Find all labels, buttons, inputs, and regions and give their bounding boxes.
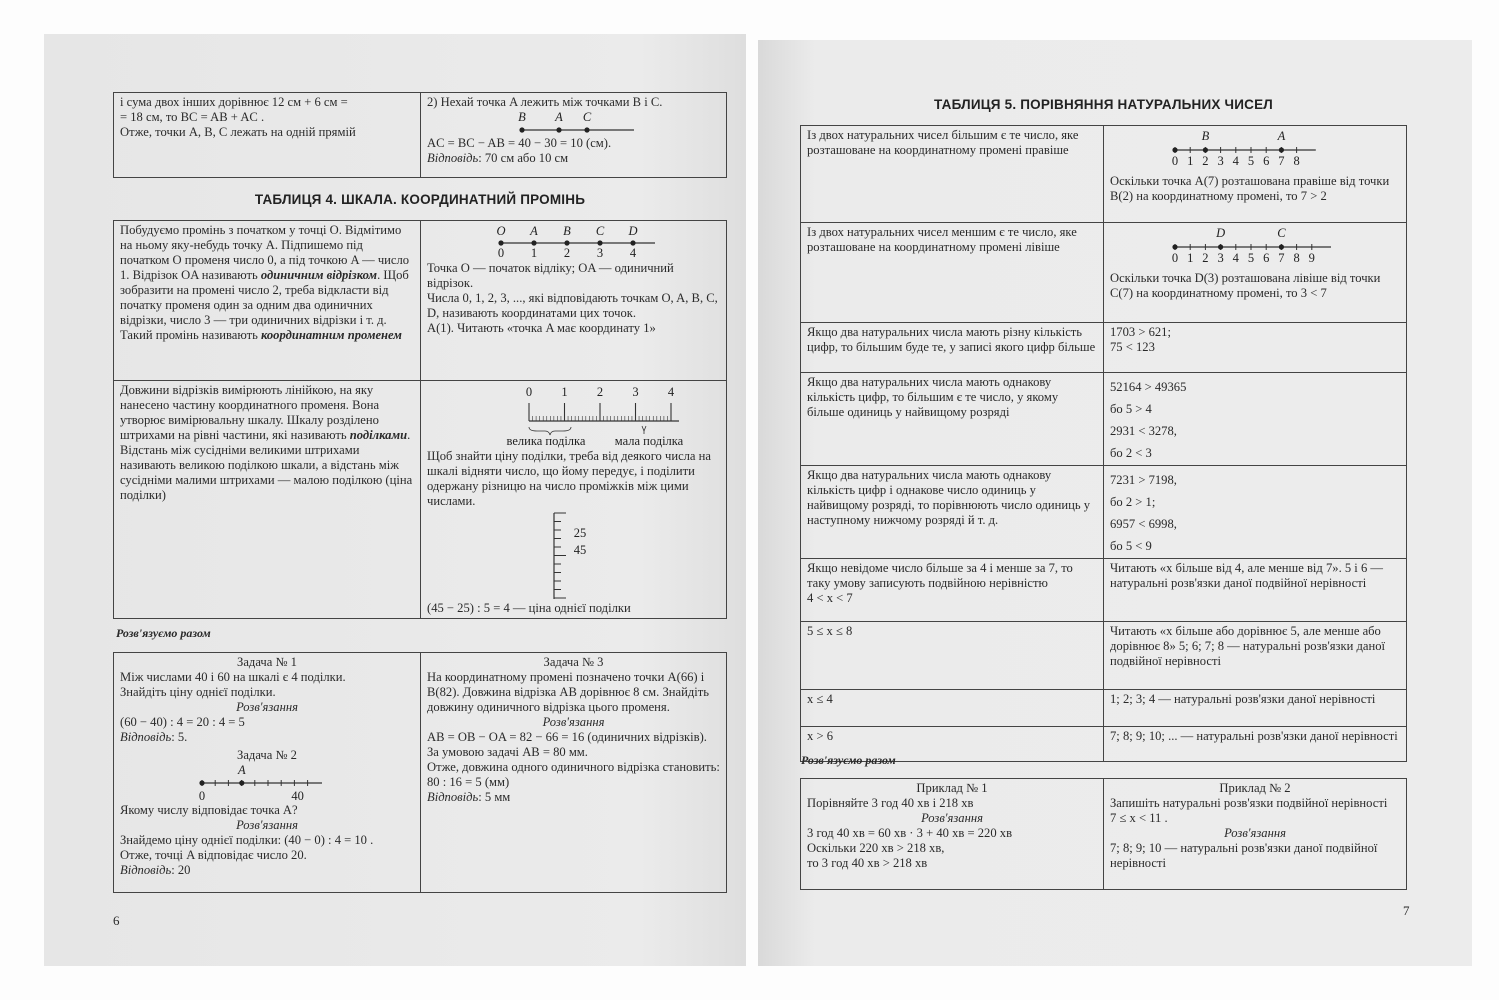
r1-left-text xyxy=(120,223,414,343)
comparison-line: 75 < 123 xyxy=(1110,340,1155,354)
point-label: A xyxy=(529,224,538,238)
coordinate-label: 4 xyxy=(629,246,636,260)
point xyxy=(1279,244,1284,249)
tick-label: 7 xyxy=(1278,154,1285,168)
coordinate-label: 2 xyxy=(563,246,570,260)
text: На координатному промені позначено точки A(66) і B(82). Довжина відрізка AB дорівнює 8 см. Знайдіть довжину одиничного відрізка цього променя. xyxy=(427,670,709,714)
point-label: A xyxy=(1277,129,1286,143)
rule-cell xyxy=(801,373,1104,466)
rule-cell xyxy=(801,559,1104,622)
text: 7; 8; 9; 10 — натуральні розв'язки даної подвійної нерівності xyxy=(1110,841,1378,870)
point xyxy=(1279,147,1284,152)
vertical-scale xyxy=(534,509,614,601)
example-title: Приклад № 2 xyxy=(1219,781,1291,795)
table4-title: ТАБЛИЦЯ 4. ШКАЛА. КООРДИНАТНИЙ ПРОМІНЬ xyxy=(254,192,586,207)
coordinate-ray-oabcd xyxy=(489,223,659,261)
scale-label: 25 xyxy=(573,526,586,540)
text-line: A(1). Читають «точка A має координату 1» xyxy=(427,321,656,335)
rule-text: x ≤ 4 xyxy=(807,692,833,706)
text-line: Числа 0, 1, 2, 3, ..., які відповідають точкам O, A, B, C, D, називають координатами цих точок. xyxy=(427,291,718,320)
text: . xyxy=(407,428,411,442)
text-line: = 18 см, то BC = AB + AC . xyxy=(120,110,265,124)
tick-label: 6 xyxy=(1263,154,1270,168)
explanation: 1; 2; 3; 4 — натуральні розв'язки даної нерівності xyxy=(1110,692,1376,706)
example-cell xyxy=(1104,622,1407,690)
text-line: Отже, точці A відповідає число 20. xyxy=(120,848,307,862)
origin-point xyxy=(1172,147,1177,152)
answer-value: : 5. xyxy=(171,730,188,744)
equation: AC = BC − AB = 40 − 30 = 10 (см). xyxy=(427,136,612,150)
comparison-line: бо 2 < 3 xyxy=(1110,446,1152,460)
scale-number: 4 xyxy=(667,385,674,399)
table-row xyxy=(801,223,1407,323)
rule-text: Із двох натуральних чисел меншим є те число, яке розташоване на координатному промені лівіше xyxy=(807,225,1077,254)
rule-text: Із двох натуральних чисел більшим є те число, яке розташоване на координатному промені правіше xyxy=(807,128,1079,157)
tick-label: 5 xyxy=(1247,154,1255,168)
origin-point xyxy=(199,780,204,785)
tick-label: 3 xyxy=(1217,251,1224,265)
text: Побудуємо промінь з початком у точці O. Відмітимо на ньому яку-небудь точку A. Підпишемо під початком O променя число 0, а під точкою A — число 1. Відрізок OA називають xyxy=(120,223,410,282)
comparison-line: бо 2 > 1; xyxy=(1110,495,1156,509)
tick-label: 4 xyxy=(1232,251,1239,265)
solution-label: Розв'язання xyxy=(1224,826,1286,840)
table-row xyxy=(801,323,1407,373)
coordinate-label: 1 xyxy=(530,246,537,260)
table-row xyxy=(801,466,1407,559)
scale-number: 1 xyxy=(560,385,568,399)
text: Відстань між сусідніми великими штрихами називають великою поділкою шкали, а відстань між сусідніми малими штрихами — малою поділкою (ціна поділки) xyxy=(120,443,413,502)
coordinate-label: 0 xyxy=(497,246,504,260)
scale-label: 45 xyxy=(573,543,586,557)
tick-label: 4 xyxy=(1232,154,1239,168)
tick-label: 40 xyxy=(291,789,304,803)
table-row xyxy=(801,622,1407,690)
comparison-line: бо 5 > 4 xyxy=(1110,402,1152,416)
rule-text: Якщо два натуральних числа мають різну кількість цифр, то більшим буде те, у записі якого цифр більше xyxy=(807,325,1096,354)
explanation: Читають «x більше від 4, але менше від 7». 5 і 6 — натуральні розв'язки даної подвійної нерівності xyxy=(1110,561,1383,590)
rule-text: Якщо два натуральних числа мають однакову кількість цифр і однакове число одиниць у найвищому розряді, то порівнюють число одиниць у наступному нижчому розряді й т. д. xyxy=(807,468,1091,527)
text-line: і сума двох інших дорівнює 12 см + 6 см = xyxy=(120,95,348,109)
text-line: то 3 год 40 хв > 218 хв xyxy=(807,856,928,870)
task-title: Задача № 2 xyxy=(237,748,297,762)
examples-table xyxy=(800,778,1407,890)
table-row xyxy=(801,690,1407,727)
example-cell xyxy=(1104,373,1407,466)
text-line: Отже, довжина одного одиничного відрізка становить: xyxy=(427,760,720,774)
rule-cell xyxy=(801,690,1104,727)
text-line: Знайдіть ціну однієї поділки. xyxy=(120,685,276,699)
tasks-table xyxy=(113,652,727,893)
table5-title: ТАБЛИЦЯ 5. ПОРІВНЯННЯ НАТУРАЛЬНИХ ЧИСЕЛ xyxy=(934,97,1273,112)
point-label: C xyxy=(1277,226,1286,240)
tick-label: 8 xyxy=(1293,251,1300,265)
answer-value: : 20 xyxy=(171,863,191,877)
small-division-label: мала поділка xyxy=(614,434,683,448)
text-line: Між числами 40 і 60 на шкалі є 4 поділки. xyxy=(120,670,346,684)
tick-label: 1 xyxy=(1187,154,1194,168)
inequality: 4 < x < 7 xyxy=(807,591,853,605)
answer-value: : 5 мм xyxy=(478,790,511,804)
point-label: C xyxy=(582,110,591,124)
scale-number: 2 xyxy=(596,385,603,399)
tick-label: 1 xyxy=(1187,251,1194,265)
point xyxy=(1203,147,1208,152)
measuring-scale xyxy=(454,383,694,449)
point-label: A xyxy=(554,110,563,124)
rule-text: Якщо два натуральних числа мають однакову кількість цифр, то більшим є те число, у якому більше одиниць у найвищому розряді xyxy=(807,375,1059,419)
table5 xyxy=(800,125,1407,762)
tick-label: 0 xyxy=(1171,154,1179,168)
text: . Щоб зобразити на промені число 2, треба відкласти від початку променя один за одним два одиничних відрізки, число 3 — три одиничних відрізки і т. д. Такий промінь називають xyxy=(120,268,409,342)
text-line: Знайдемо ціну однієї поділки: (40 − 0) : 4 = 10 . xyxy=(120,833,374,847)
comparison-line: 7231 > 7198, xyxy=(1110,473,1177,487)
example-cell xyxy=(1104,126,1407,223)
formula: (45 − 25) : 5 = 4 — ціна однієї поділки xyxy=(427,601,631,615)
rule-text: 5 ≤ x ≤ 8 xyxy=(807,624,853,638)
text-line: 3 год 40 хв = 60 хв · 3 + 40 хв = 220 хв xyxy=(807,826,1013,840)
point-label: C xyxy=(595,224,604,238)
point-label: B xyxy=(1201,129,1210,143)
explanation: 7; 8; 9; 10; ... — натуральні розв'язки даної нерівності xyxy=(1110,729,1398,743)
text-line: Оскільки 220 хв > 218 хв, xyxy=(807,841,945,855)
comparison-line: 2931 < 3278, xyxy=(1110,424,1177,438)
task-title: Задача № 3 xyxy=(543,655,604,669)
tick-label: 3 xyxy=(1217,154,1224,168)
answer-label: Відповідь xyxy=(120,863,172,877)
comparison-line: 52164 > 49365 xyxy=(1110,380,1187,394)
answer xyxy=(427,790,720,805)
tick-label: 8 xyxy=(1293,154,1300,168)
tick-label: 7 xyxy=(1278,251,1285,265)
solution-label: Розв'язання xyxy=(236,818,298,832)
point-label: D xyxy=(627,224,638,238)
coordinate-ray xyxy=(1165,128,1345,168)
tick-label: 0 xyxy=(1171,251,1179,265)
example-cell xyxy=(1104,559,1407,622)
tick-label: 0 xyxy=(198,789,206,803)
rule-cell xyxy=(801,622,1104,690)
text: Порівняйте 3 год 40 хв і 218 хв xyxy=(807,796,974,810)
comparison-line: 6957 < 6998, xyxy=(1110,517,1177,531)
tick-label: 5 xyxy=(1247,251,1255,265)
point-label: B xyxy=(517,110,526,124)
example-cell xyxy=(1104,223,1407,323)
term: одиничним відрізком xyxy=(260,268,378,282)
table-row xyxy=(801,126,1407,223)
text-line: 2) Нехай точка A лежить між точками B і C. xyxy=(427,95,663,109)
point-label: O xyxy=(495,224,506,238)
coordinate-label: 3 xyxy=(596,246,603,260)
table-row xyxy=(801,559,1407,622)
equation: (60 − 40) : 4 = 20 : 4 = 5 xyxy=(120,715,245,729)
point xyxy=(630,240,635,245)
point xyxy=(564,240,569,245)
number-line-task2 xyxy=(120,763,420,803)
scale-number: 3 xyxy=(631,385,639,399)
point xyxy=(531,240,536,245)
text-line: Точка O — початок відліку; OA — одиничний відрізок. xyxy=(427,261,674,290)
comparison-line: бо 5 < 9 xyxy=(1110,539,1152,553)
example-title: Приклад № 1 xyxy=(916,781,988,795)
answer-label: Відповідь xyxy=(427,151,479,165)
coordinate-ray xyxy=(1165,225,1345,265)
table-row xyxy=(801,373,1407,466)
r2-left-text xyxy=(120,383,414,443)
point xyxy=(498,240,503,245)
answer xyxy=(120,863,414,878)
explanation: Оскільки точка D(3) розташована лівіше від точки C(7) на координатному промені, то 3 < 7 xyxy=(1110,271,1381,300)
answer-label: Відповідь xyxy=(427,790,479,804)
table4 xyxy=(113,220,727,619)
point-label: D xyxy=(1216,226,1226,240)
solution-label: Розв'язання xyxy=(542,715,605,729)
table3-continuation xyxy=(113,92,727,178)
term: координатним променем xyxy=(260,328,402,342)
big-division-label: велика поділка xyxy=(506,434,585,448)
explanation: Оскільки точка A(7) розташована правіше від точки B(2) на координатному промені, то 7 > 2 xyxy=(1110,174,1390,203)
rule-text: Якщо невідоме число більше за 4 і менше за 7, то таку умову записують подвійною нерівністю xyxy=(807,561,1073,590)
page-number: 7 xyxy=(1403,903,1410,918)
text: Щоб знайти ціну поділки, треба від деякого числа на шкалі відняти число, що йому передує, і поділити одержану різницю на число проміжків між цими числами. xyxy=(427,449,712,508)
solve-together-heading: Розв'язуємо разом xyxy=(801,753,896,767)
text-line: Отже, точки A, B, C лежать на одній прямій xyxy=(120,125,356,139)
explanation: Читають «x більше або дорівнює 5, але менше або дорівнює 8» 5; 6; 7; 8 — натуральні розв'язки даної подвійної нерівності xyxy=(1110,624,1386,668)
solution-label: Розв'язання xyxy=(921,811,983,825)
rule-text: x > 6 xyxy=(807,729,833,743)
solve-together-heading: Розв'язуємо разом xyxy=(116,626,211,640)
task-title: Задача № 1 xyxy=(237,655,297,669)
scale-number: 0 xyxy=(525,385,532,399)
rule-cell xyxy=(801,323,1104,373)
text-line: За умовою задачі AB = 80 мм. xyxy=(427,745,588,759)
example-cell xyxy=(1104,727,1407,762)
tick-label: 9 xyxy=(1308,251,1315,265)
page-number: 6 xyxy=(113,913,120,928)
comparison-line: 1703 > 621; xyxy=(1110,325,1171,339)
point-a xyxy=(239,780,244,785)
answer-label: Відповідь xyxy=(120,730,172,744)
example-cell xyxy=(1104,466,1407,559)
point-label: A xyxy=(237,763,246,777)
example-cell xyxy=(1104,690,1407,727)
question: Якому числу відповідає точка A? xyxy=(120,803,298,817)
tick-label: 2 xyxy=(1202,251,1209,265)
small-division-pointer xyxy=(642,426,646,434)
text-line: 80 : 16 = 5 (мм) xyxy=(427,775,510,789)
point xyxy=(1218,244,1223,249)
text-line: AB = OB − OA = 82 − 66 = 16 (одиничних відрізків). xyxy=(427,730,707,744)
number-line-bac xyxy=(504,110,644,136)
answer-value: : 70 см або 10 см xyxy=(478,151,569,165)
rule-cell xyxy=(801,466,1104,559)
tick-label: 2 xyxy=(1202,154,1209,168)
origin-point xyxy=(1172,244,1177,249)
text: Довжини відрізків вимірюють лінійкою, на яку нанесено частину координатного променя. Вона утворює вимірювальну шкалу. Шкалу розділено штрихами на рівні частини, які називають xyxy=(120,383,380,442)
point xyxy=(597,240,602,245)
rule-cell xyxy=(801,223,1104,323)
answer xyxy=(120,730,414,745)
inequality: 7 ≤ x < 11 . xyxy=(1110,811,1168,825)
text: Запишіть натуральні розв'язки подвійної нерівності xyxy=(1110,796,1388,810)
point xyxy=(519,127,524,132)
point xyxy=(556,127,561,132)
solution-label: Розв'язання xyxy=(236,700,298,714)
term: поділками xyxy=(349,428,408,442)
example-cell xyxy=(1104,323,1407,373)
answer xyxy=(427,151,720,166)
point-label: B xyxy=(562,224,571,238)
tick-label: 6 xyxy=(1263,251,1270,265)
point xyxy=(584,127,589,132)
rule-cell xyxy=(801,126,1104,223)
